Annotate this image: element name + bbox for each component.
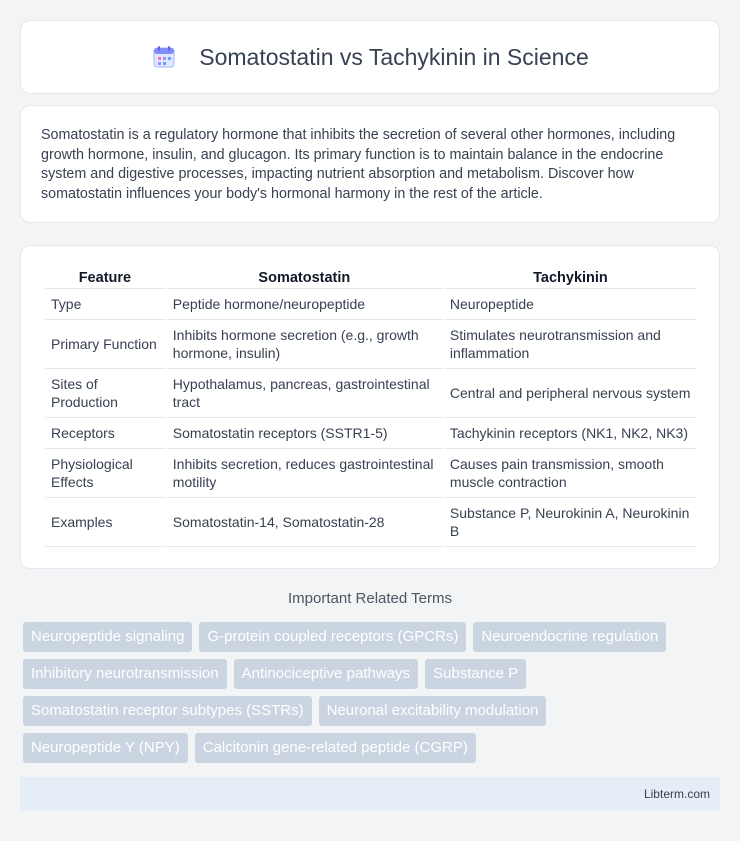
related-term-tag[interactable]: Neuroendocrine regulation (473, 622, 666, 652)
related-term-tag[interactable]: G-protein coupled receptors (GPCRs) (199, 622, 466, 652)
tag-row (23, 659, 723, 689)
table-cell: Substance P, Neurokinin A, Neurokinin B (444, 498, 697, 547)
table-cell: Inhibits hormone secretion (e.g., growth hormone, insulin) (167, 320, 442, 369)
table-row (45, 449, 697, 498)
related-term-tag[interactable]: Calcitonin gene-related peptide (CGRP) (195, 733, 476, 763)
table-row (45, 320, 697, 369)
table-row (45, 418, 697, 449)
table-row (45, 369, 697, 418)
header-tachykinin: Tachykinin (444, 264, 697, 289)
calendar-icon (151, 44, 177, 70)
table-row (45, 498, 697, 547)
table-cell: Stimulates neurotransmission and inflammation (444, 320, 697, 369)
related-terms (23, 622, 723, 770)
related-term-tag[interactable]: Neuropeptide Y (NPY) (23, 733, 188, 763)
table-cell: Neuropeptide (444, 289, 697, 320)
table-cell: Physiological Effects (45, 449, 165, 498)
table-cell: Causes pain transmission, smooth muscle contraction (444, 449, 697, 498)
table-cell: Tachykinin receptors (NK1, NK2, NK3) (444, 418, 697, 449)
related-term-tag[interactable]: Somatostatin receptor subtypes (SSTRs) (23, 696, 312, 726)
table-cell: Receptors (45, 418, 165, 449)
footer (20, 777, 720, 810)
title-card (20, 20, 720, 94)
related-term-tag[interactable]: Inhibitory neurotransmission (23, 659, 227, 689)
table-row (45, 289, 697, 320)
header-somatostatin: Somatostatin (167, 264, 442, 289)
table-cell: Inhibits secretion, reduces gastrointestinal motility (167, 449, 442, 498)
footer-link[interactable]: Libterm.com (643, 786, 710, 801)
related-terms-title: Important Related Terms (288, 590, 452, 607)
table-cell: Sites of Production (45, 369, 165, 418)
header-feature: Feature (45, 264, 165, 289)
tag-row (23, 622, 723, 652)
related-term-tag[interactable]: Substance P (425, 659, 526, 689)
related-term-tag[interactable]: Neuropeptide signaling (23, 622, 192, 652)
table-cell: Central and peripheral nervous system (444, 369, 697, 418)
table-cell: Type (45, 289, 165, 320)
table-cell: Examples (45, 498, 165, 547)
table-cell: Somatostatin receptors (SSTR1-5) (167, 418, 442, 449)
table-cell: Peptide hormone/neuropeptide (167, 289, 442, 320)
related-term-tag[interactable]: Antinociceptive pathways (234, 659, 418, 689)
comparison-card (20, 245, 720, 569)
table-cell: Primary Function (45, 320, 165, 369)
table-header-row (45, 264, 697, 289)
intro-card (20, 105, 720, 223)
intro-text: Somatostatin is a regulatory hormone that inhibits the secretion of several other hormones, including growth hormone, insulin, and glucagon. Its primary function is to maintain balance in the endocrine system and digestive processes, impacting nutrient absorption and metabolism. Discover how somatostatin influences your body's hormonal harmony in the rest of the article. (41, 127, 676, 202)
tag-row (23, 696, 723, 726)
table-cell: Somatostatin-14, Somatostatin-28 (167, 498, 442, 547)
table-cell: Hypothalamus, pancreas, gastrointestinal tract (167, 369, 442, 418)
tag-row (23, 733, 723, 763)
page-title: Somatostatin vs Tachykinin in Science (199, 43, 589, 70)
related-term-tag[interactable]: Neuronal excitability modulation (319, 696, 547, 726)
comparison-table (43, 264, 699, 547)
